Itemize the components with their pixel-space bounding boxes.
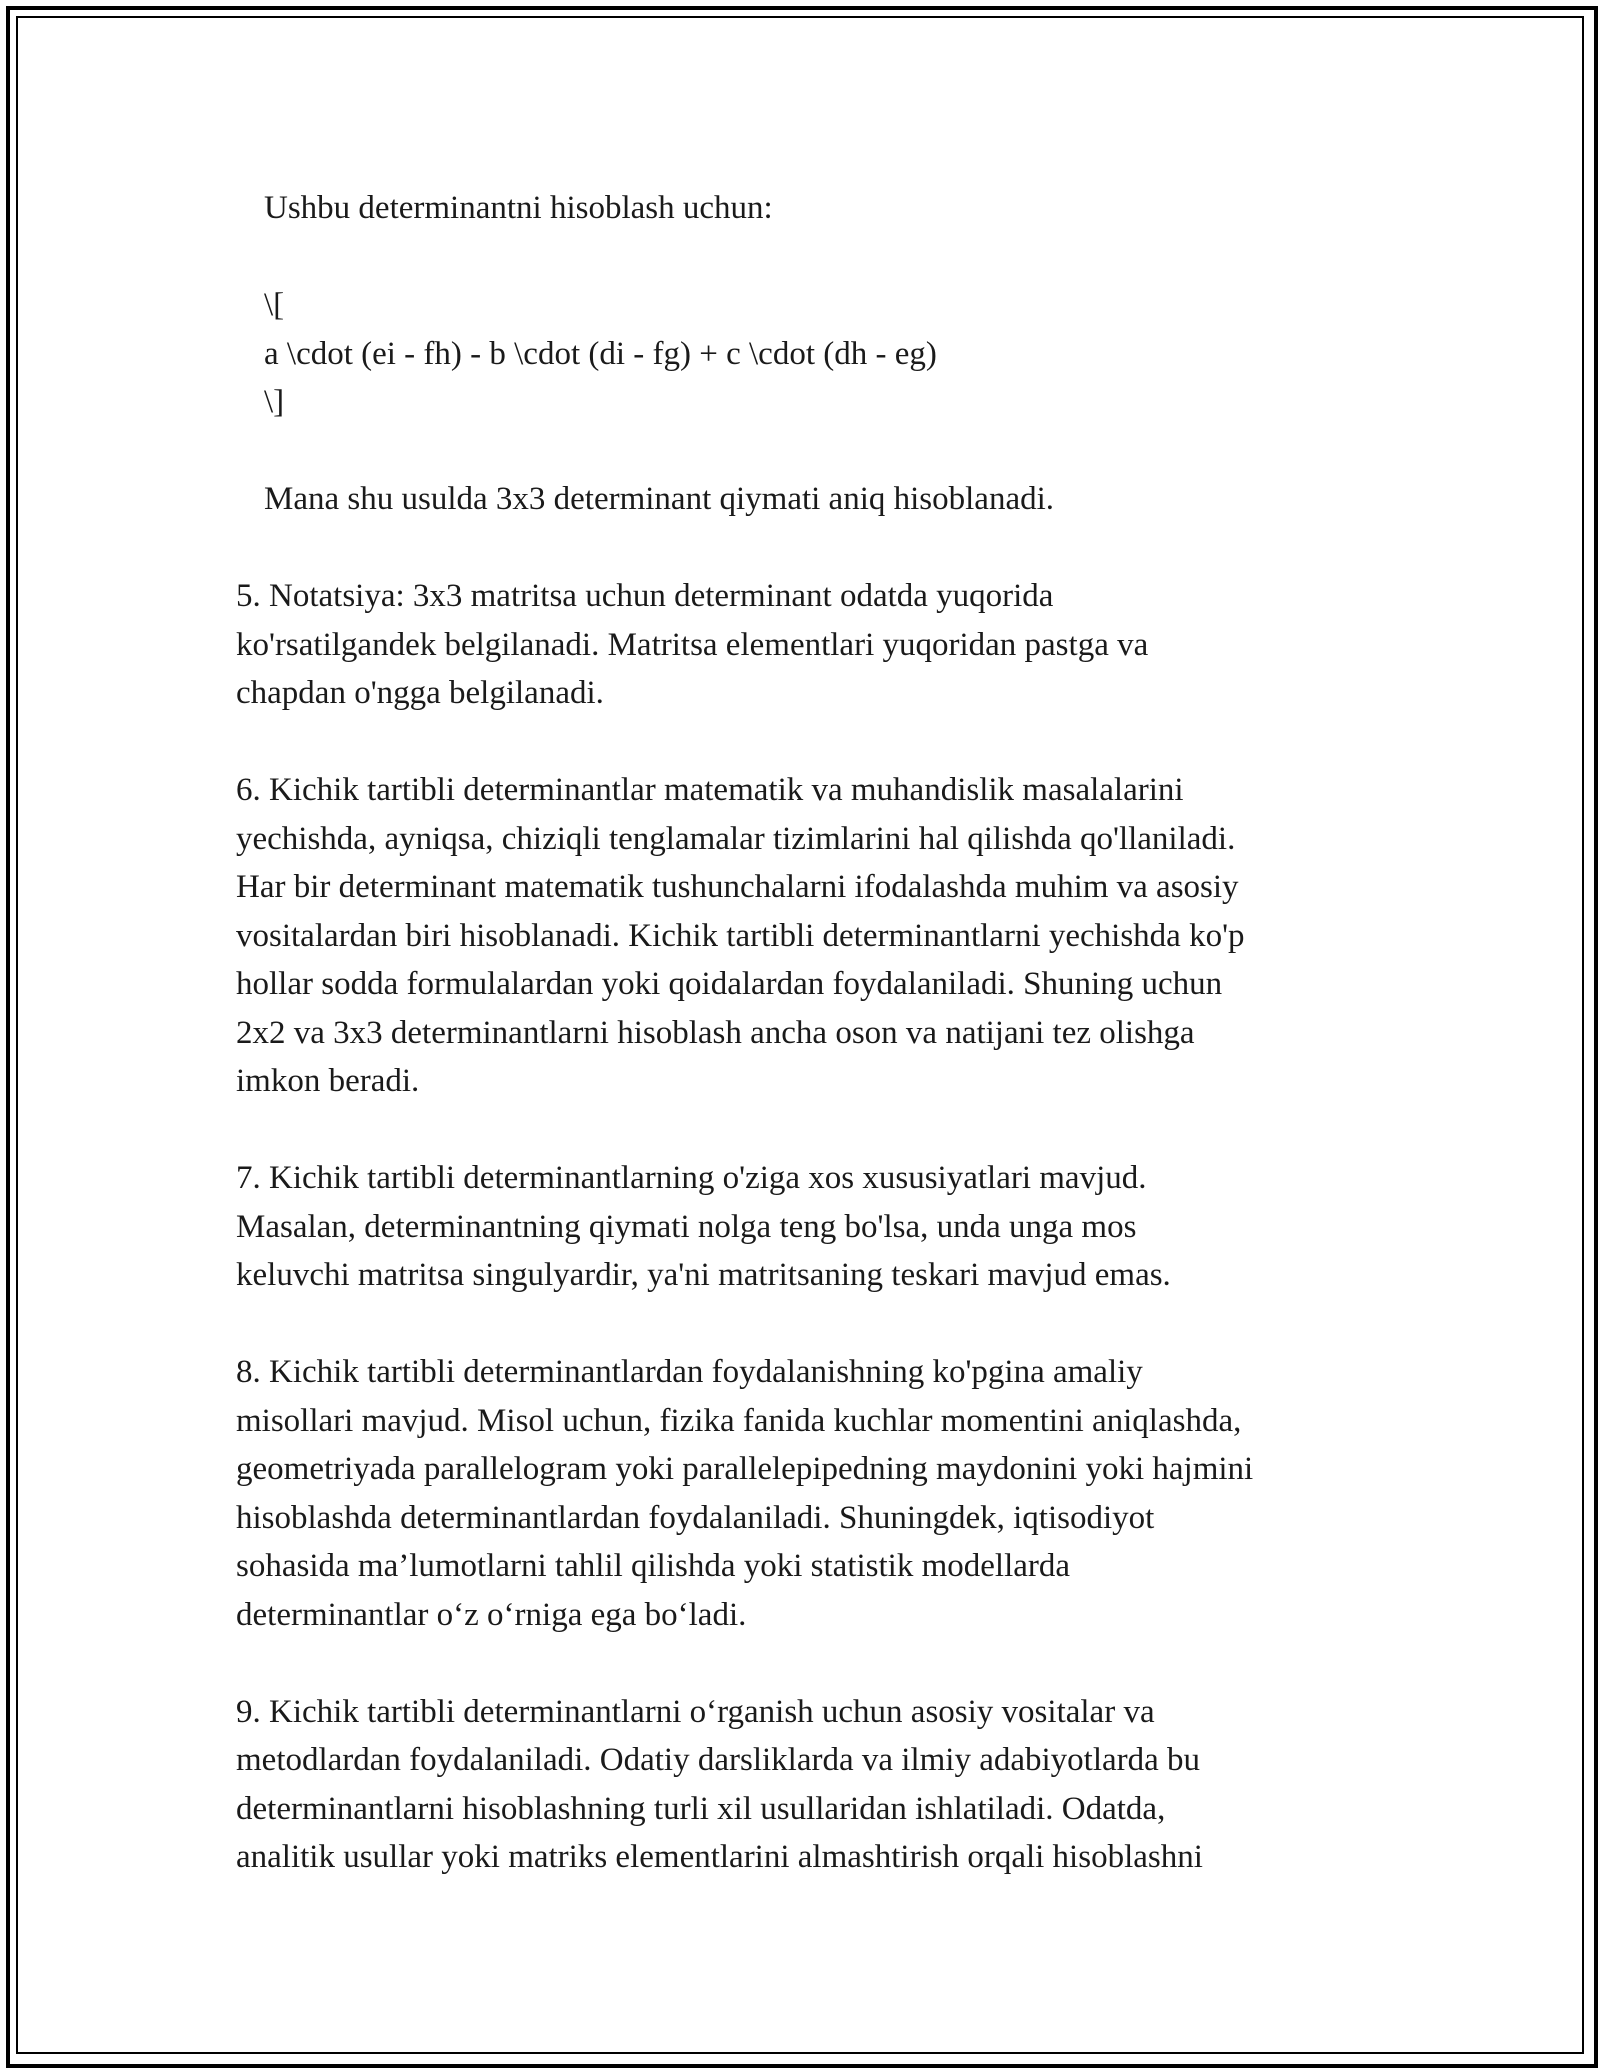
formula-open: \[ (264, 287, 285, 323)
spacer (236, 1106, 1366, 1155)
paragraph-line: misollari mavjud. Misol uchun, fizika fanida kuchlar momentini aniqlashda, (236, 1402, 1242, 1439)
paragraph-line: determinantlar o‘z o‘rniga ega bo‘ladi. (236, 1596, 747, 1633)
paragraph-line: analitik usullar yoki matriks elementlarini almashtirish orqali hisoblashni (236, 1839, 1203, 1875)
paragraph-line: 8. Kichik tartibli determinantlardan foydalanishning ko'pgina amaliy (236, 1354, 1143, 1390)
intro-block (236, 184, 1366, 524)
paragraph-line: imkon beradi. (236, 1063, 420, 1099)
spacer (236, 524, 1366, 573)
paragraph-line: Har bir determinant matematik tushunchalarni ifodalashda muhim va asosiy (236, 869, 1239, 905)
paragraph-line: hisoblashda determinantlardan foydalaniladi. Shuningdek, iqtisodiyot (236, 1499, 1155, 1536)
paragraph-line: 7. Kichik tartibli determinantlarning o'ziga xos xususiyatlari mavjud. (236, 1160, 1147, 1196)
conclusion-line: Mana shu usulda 3x3 determinant qiymati aniq hisoblanadi. (264, 481, 1055, 517)
paragraph-line: determinantlarni hisoblashning turli xil usullaridan ishlatiladi. Odatda, (236, 1790, 1166, 1827)
paragraph-line: vositalardan biri hisoblanadi. Kichik tartibli determinantlarni yechishda ko'p (236, 917, 1245, 954)
section-6 (236, 766, 1366, 1106)
spacer (236, 1639, 1366, 1688)
section-5 (236, 572, 1366, 718)
section-9 (236, 1688, 1366, 1882)
paragraph-line: metodlardan foydalaniladi. Odatiy darsliklarda va ilmiy adabiyotlarda bu (236, 1742, 1201, 1778)
paragraph-line: 2x2 va 3x3 determinantlarni hisoblash ancha oson va natijani tez olishga (236, 1014, 1195, 1051)
paragraph-line: chapdan o'ngga belgilanadi. (236, 675, 604, 711)
paragraph-line: keluvchi matritsa singulyardir, ya'ni matritsaning teskari mavjud emas. (236, 1257, 1171, 1293)
paragraph-line: ko'rsatilgandek belgilanadi. Matritsa elementlari yuqoridan pastga va (236, 626, 1149, 663)
paragraph-line: sohasida ma’lumotlarni tahlil qilishda yoki statistik modellarda (236, 1548, 1071, 1584)
intro-line: Ushbu determinantni hisoblash uchun: (264, 190, 773, 226)
paragraph-line: 6. Kichik tartibli determinantlar matematik va muhandislik masalalarini (236, 772, 1184, 808)
spacer (236, 1300, 1366, 1349)
paragraph-line: 9. Kichik tartibli determinantlarni o‘rganish uchun asosiy vositalar va (236, 1693, 1155, 1730)
document-body (236, 184, 1366, 1882)
formula-expression: a \cdot (ei - fh) - b \cdot (di - fg) + c \cdot (dh - eg) (264, 335, 937, 372)
section-8 (236, 1348, 1366, 1639)
spacer (264, 427, 1366, 476)
paragraph-line: Masalan, determinantning qiymati nolga teng bo'lsa, unda unga mos (236, 1208, 1137, 1245)
paragraph-line: hollar sodda formulalardan yoki qoidalardan foydalaniladi. Shuning uchun (236, 966, 1223, 1002)
spacer (236, 718, 1366, 767)
paragraph-line: 5. Notatsiya: 3x3 matritsa uchun determinant odatda yuqorida (236, 578, 1054, 614)
section-7 (236, 1154, 1366, 1300)
paragraph-line: yechishda, ayniqsa, chiziqli tenglamalar tizimlarini hal qilishda qo'llaniladi. (236, 820, 1236, 857)
paragraph-line: geometriyada parallelogram yoki parallelepipedning maydonini yoki hajmini (236, 1451, 1254, 1487)
spacer (264, 233, 1366, 282)
formula-close: \] (264, 384, 285, 420)
